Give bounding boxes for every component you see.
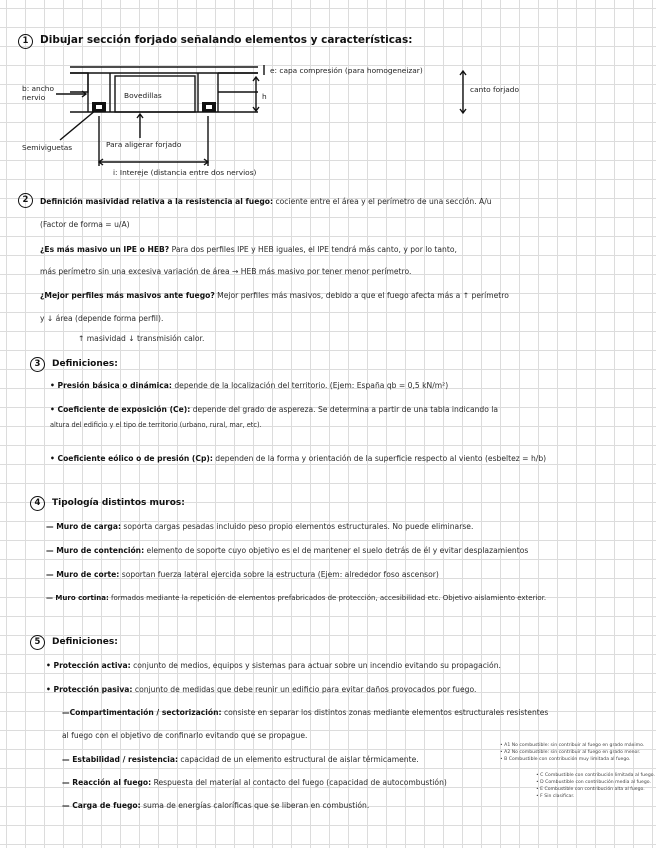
s2-line-6 bbox=[40, 314, 163, 323]
s4-line-4-term: — Muro cortina: bbox=[46, 594, 109, 602]
s4-line-1 bbox=[46, 522, 473, 531]
s5-line-4-text: al fuego con el objetivo de confinarlo evitando que se propague. bbox=[62, 731, 308, 740]
ancho-nervio-label: b: ancho nervio bbox=[22, 84, 55, 102]
section-2-number: 2 bbox=[18, 193, 33, 208]
aligerar-label: Para aligerar forjado bbox=[106, 140, 182, 149]
legend-b-item: • E Combustible con contribución alta al fuego. bbox=[536, 787, 645, 792]
s5-line-6-text: Respuesta del material al contacto del fuego (capacidad de autocombustión) bbox=[151, 778, 447, 787]
s2-line-3 bbox=[40, 245, 457, 254]
legend-b-item: • C Combustible con contribución limitada al fuego. bbox=[536, 773, 655, 778]
s2-line-2-text: (Factor de forma = u/A) bbox=[40, 220, 130, 229]
legend-b-text: D Combustible con contribución media al fuego. bbox=[540, 780, 651, 785]
s4-line-3 bbox=[46, 570, 439, 579]
s4-line-1-term: — Muro de carga: bbox=[46, 522, 122, 531]
s4-line-1-text: soporta cargas pesadas incluido peso propio elementos estructurales. No puede eliminarse. bbox=[121, 522, 474, 531]
s2-line-5-text: Mejor perfiles más masivos, debido a que el fuego afecta más a ↑ perímetro bbox=[214, 291, 509, 300]
s5-line-5 bbox=[62, 755, 419, 764]
legend-a-item: • B Combustible con contribución muy limitada al fuego. bbox=[500, 757, 631, 762]
s2-line-7 bbox=[78, 334, 204, 343]
s5-line-5-text: capacidad de un elemento estructural de aislar térmicamente. bbox=[178, 755, 419, 764]
reaccion-legend-b bbox=[536, 772, 655, 800]
s4-line-2-text: elemento de soporte cuyo objetivo es el de mantener el suelo detrás de él y evitar desplazamientos bbox=[144, 546, 529, 555]
section-5-title: Definiciones: bbox=[52, 637, 118, 647]
s4-line-3-text: soportan fuerza lateral ejercida sobre la estructura (Ejem: alrededor foso ascensor) bbox=[119, 570, 439, 579]
semiviguetas-label: Semiviguetas bbox=[22, 143, 73, 152]
s5-line-5-term: — Estabilidad / resistencia: bbox=[62, 755, 178, 764]
s2-line-1-text: cociente entre el área y el perímetro de una sección. A/u bbox=[273, 197, 492, 206]
legend-b-item: • D Combustible con contribución media al fuego. bbox=[536, 780, 651, 785]
s5-line-2 bbox=[46, 685, 476, 694]
s5-line-3-term: —Compartimentación / sectorización: bbox=[62, 708, 222, 717]
s2-line-4-text: más perímetro sin una excesiva variación de área → HEB más masivo por tener menor perímetro. bbox=[40, 267, 412, 276]
s5-line-1-term: • Protección activa: bbox=[46, 661, 131, 670]
s5-line-2-text: conjunto de medidas que debe reunir un edificio para evitar daños provocados por fuego. bbox=[132, 685, 477, 694]
s3-line-4-text: dependen de la forma y orientación de la superficie respecto al viento (esbeltez = h/b) bbox=[212, 454, 547, 463]
s3-line-1-text: depende de la localización del territorio. (Ejem: España qb = 0,5 kN/m²) bbox=[171, 381, 449, 390]
s5-line-1-text: conjunto de medios, equipos y sistemas para actuar sobre un incendio evitando su propagación. bbox=[130, 661, 501, 670]
s5-line-7-text: suma de energías caloríficas que se liberan en combustión. bbox=[140, 801, 370, 810]
section-1-title: Dibujar sección forjado señalando elementos y características: bbox=[40, 34, 413, 46]
legend-a-text: A2 No combustible: sin contribuir al fuego en grado menor. bbox=[504, 750, 641, 755]
h-label: h bbox=[262, 92, 267, 101]
section-3-title: Definiciones: bbox=[52, 359, 118, 369]
s2-line-7-text: ↑ masividad ↓ transmisión calor. bbox=[78, 334, 205, 343]
s4-line-4-text: formados mediante la repetición de elementos prefabricados de protección, accesibilidad etc. Objetivo aislamiento exterior. bbox=[108, 594, 547, 602]
section-5-number: 5 bbox=[30, 635, 45, 650]
s3-line-3-text: altura del edificio y el tipo de territorio (urbano, rural, mar, etc). bbox=[50, 421, 262, 429]
legend-a-text: A1 No combustible: sin contribuir al fuego en grado máximo. bbox=[504, 743, 645, 748]
s5-line-2-term: • Protección pasiva: bbox=[46, 685, 133, 694]
s3-line-4 bbox=[50, 454, 546, 463]
legend-b-text: E Combustible con contribución alta al fuego. bbox=[540, 787, 645, 792]
capa-compresion-label: e: capa compresión (para homogeneizar) bbox=[270, 66, 423, 75]
section-1-number: 1 bbox=[18, 34, 33, 49]
s5-line-6 bbox=[62, 778, 447, 787]
legend-b-text: C Combustible con contribución limitada al fuego. bbox=[540, 773, 655, 778]
legend-b-text: F Sin clasificar. bbox=[540, 794, 575, 799]
s3-line-1 bbox=[50, 381, 448, 390]
s5-line-7-term: — Carga de fuego: bbox=[62, 801, 141, 810]
legend-a-text: B Combustible con contribución muy limitada al fuego. bbox=[504, 757, 631, 762]
legend-b-item: • F Sin clasificar. bbox=[536, 794, 575, 799]
s5-line-1 bbox=[46, 661, 501, 670]
s2-line-1 bbox=[40, 197, 492, 206]
canto-forjado-label: canto forjado bbox=[470, 85, 520, 94]
s5-line-3 bbox=[62, 708, 548, 717]
s4-line-3-term: — Muro de corte: bbox=[46, 570, 120, 579]
bovedillas-label: Bovedillas bbox=[124, 91, 162, 100]
reaccion-legend-a bbox=[500, 742, 644, 763]
s2-line-4 bbox=[40, 267, 411, 276]
section-3-number: 3 bbox=[30, 357, 45, 372]
s5-line-4 bbox=[62, 731, 307, 740]
s2-line-5-term: ¿Mejor perfiles más masivos ante fuego? bbox=[40, 291, 215, 300]
s4-line-4 bbox=[46, 594, 546, 602]
s2-line-5 bbox=[40, 291, 509, 300]
section-4-number: 4 bbox=[30, 496, 45, 511]
s3-line-4-term: • Coeficiente eólico o de presión (Cp): bbox=[50, 454, 213, 463]
legend-a-item: • A2 No combustible: sin contribuir al fuego en grado menor. bbox=[500, 750, 641, 755]
s4-line-2-term: — Muro de contención: bbox=[46, 546, 145, 555]
s2-line-2 bbox=[40, 220, 130, 229]
s2-line-6-text: y ↓ área (depende forma perfil). bbox=[40, 314, 164, 323]
s2-line-1-term: Definición masividad relativa a la resistencia al fuego: bbox=[40, 197, 274, 206]
s5-line-3-text: consiste en separar los distintos zonas mediante elementos estructurales resistentes bbox=[221, 708, 549, 717]
s3-line-2-text: depende del grado de aspereza. Se determina a partir de una tabla indicando la bbox=[190, 405, 499, 414]
s4-line-2 bbox=[46, 546, 528, 555]
s2-line-3-term: ¿Es más masivo un IPE o HEB? bbox=[40, 245, 170, 254]
s3-line-3 bbox=[50, 421, 262, 429]
s5-line-6-term: — Reacción al fuego: bbox=[62, 778, 152, 787]
s3-line-2 bbox=[50, 405, 498, 414]
s2-line-3-text: Para dos perfiles IPE y HEB iguales, el IPE tendrá más canto, y por lo tanto, bbox=[169, 245, 457, 254]
legend-a-item: • A1 No combustible: sin contribuir al fuego en grado máximo. bbox=[500, 743, 645, 748]
section-4-title: Tipología distintos muros: bbox=[52, 498, 185, 508]
s3-line-2-term: • Coeficiente de exposición (Ce): bbox=[50, 405, 191, 414]
s5-line-7 bbox=[62, 801, 369, 810]
s3-line-1-term: • Presión básica o dinámica: bbox=[50, 381, 172, 390]
intereje-label: i: Intereje (distancia entre dos nervios) bbox=[113, 168, 257, 177]
